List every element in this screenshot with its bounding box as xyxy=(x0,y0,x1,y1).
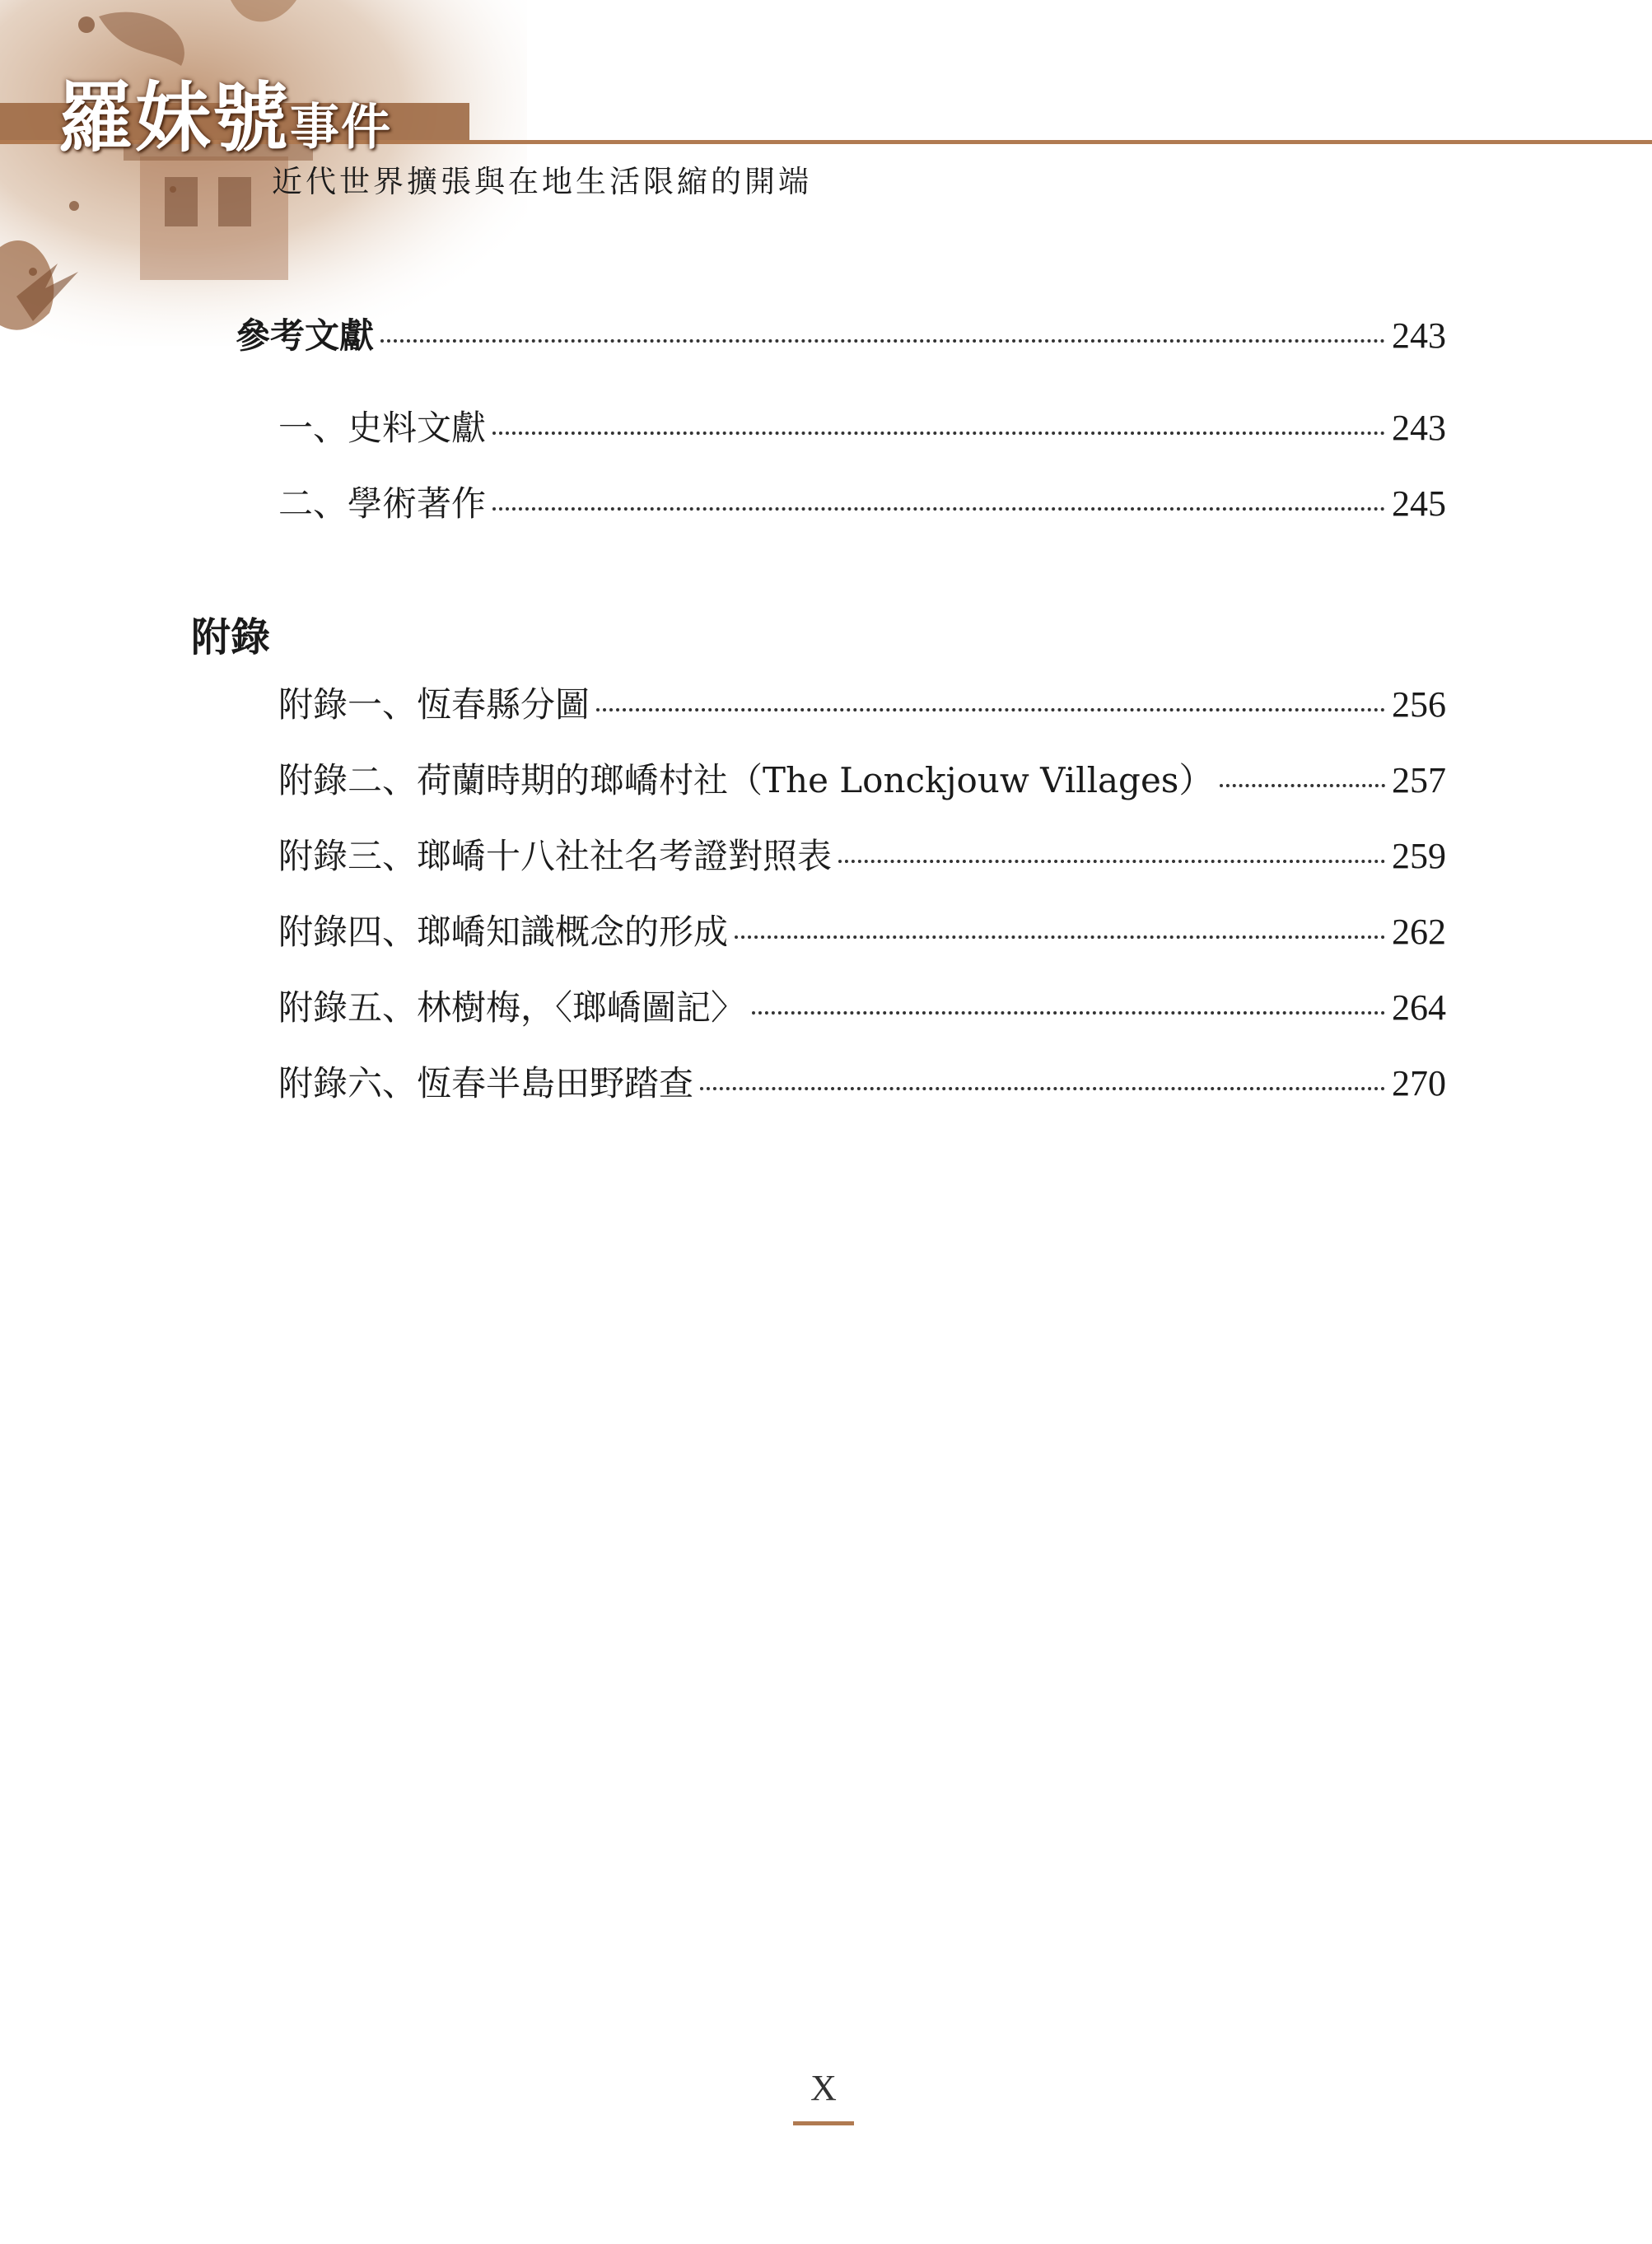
page-number: X xyxy=(810,2068,837,2108)
toc-label: 附錄三、瑯嶠十八社社名考證對照表 xyxy=(278,836,833,876)
toc-leader xyxy=(492,507,1385,511)
toc-label: 參考文獻 xyxy=(236,315,375,356)
toc-label: 附錄四、瑯嶠知識概念的形成 xyxy=(278,912,729,952)
toc-page: 257 xyxy=(1392,760,1446,800)
book-title xyxy=(58,58,393,162)
toc-page: 259 xyxy=(1392,836,1446,876)
toc-page: 256 xyxy=(1392,684,1446,725)
book-title-main: 羅妹號 xyxy=(58,73,291,162)
toc-page: 243 xyxy=(1392,315,1446,356)
toc-page: 264 xyxy=(1392,987,1446,1028)
toc-page: 270 xyxy=(1392,1063,1446,1103)
toc-label: 附錄六、恆春半島田野踏查 xyxy=(278,1063,694,1103)
toc-leader xyxy=(1220,784,1385,787)
toc-entry[interactable] xyxy=(278,756,1446,805)
book-subtitle: 近代世界擴張與在地生活限縮的開端 xyxy=(272,164,812,199)
appendix-heading: 附錄 xyxy=(191,614,271,660)
toc-leader xyxy=(735,935,1385,939)
toc-entry[interactable] xyxy=(278,404,1446,453)
toc-entry[interactable] xyxy=(278,479,1446,529)
toc-leader xyxy=(838,860,1385,863)
toc-entry[interactable] xyxy=(278,983,1446,1033)
toc-label: 二、學術著作 xyxy=(278,483,487,524)
toc-entry[interactable] xyxy=(278,907,1446,957)
toc-leader xyxy=(380,339,1385,343)
toc-label: 附錄五、林樹梅，〈瑯嶠圖記〉 xyxy=(278,987,746,1028)
toc-entry[interactable] xyxy=(278,1059,1446,1108)
page-number-rule xyxy=(793,2121,854,2125)
toc-label: 附錄一、恆春縣分圖 xyxy=(278,684,590,725)
toc-entry[interactable] xyxy=(278,832,1446,881)
toc-leader xyxy=(752,1011,1385,1015)
toc-label: 一、史料文獻 xyxy=(278,408,487,448)
toc-page: 245 xyxy=(1392,483,1446,524)
toc-leader xyxy=(596,708,1385,711)
book-title-suffix: 事件 xyxy=(290,99,393,156)
toc-leader xyxy=(492,432,1385,435)
toc-page: 243 xyxy=(1392,408,1446,448)
toc-page: 262 xyxy=(1392,912,1446,952)
toc-entry[interactable] xyxy=(278,680,1446,730)
toc-entry-references[interactable] xyxy=(236,311,1446,361)
toc-leader xyxy=(700,1087,1385,1090)
toc-label: 附錄二、荷蘭時期的瑯嶠村社（The Lonckjouw Villages） xyxy=(278,760,1214,800)
